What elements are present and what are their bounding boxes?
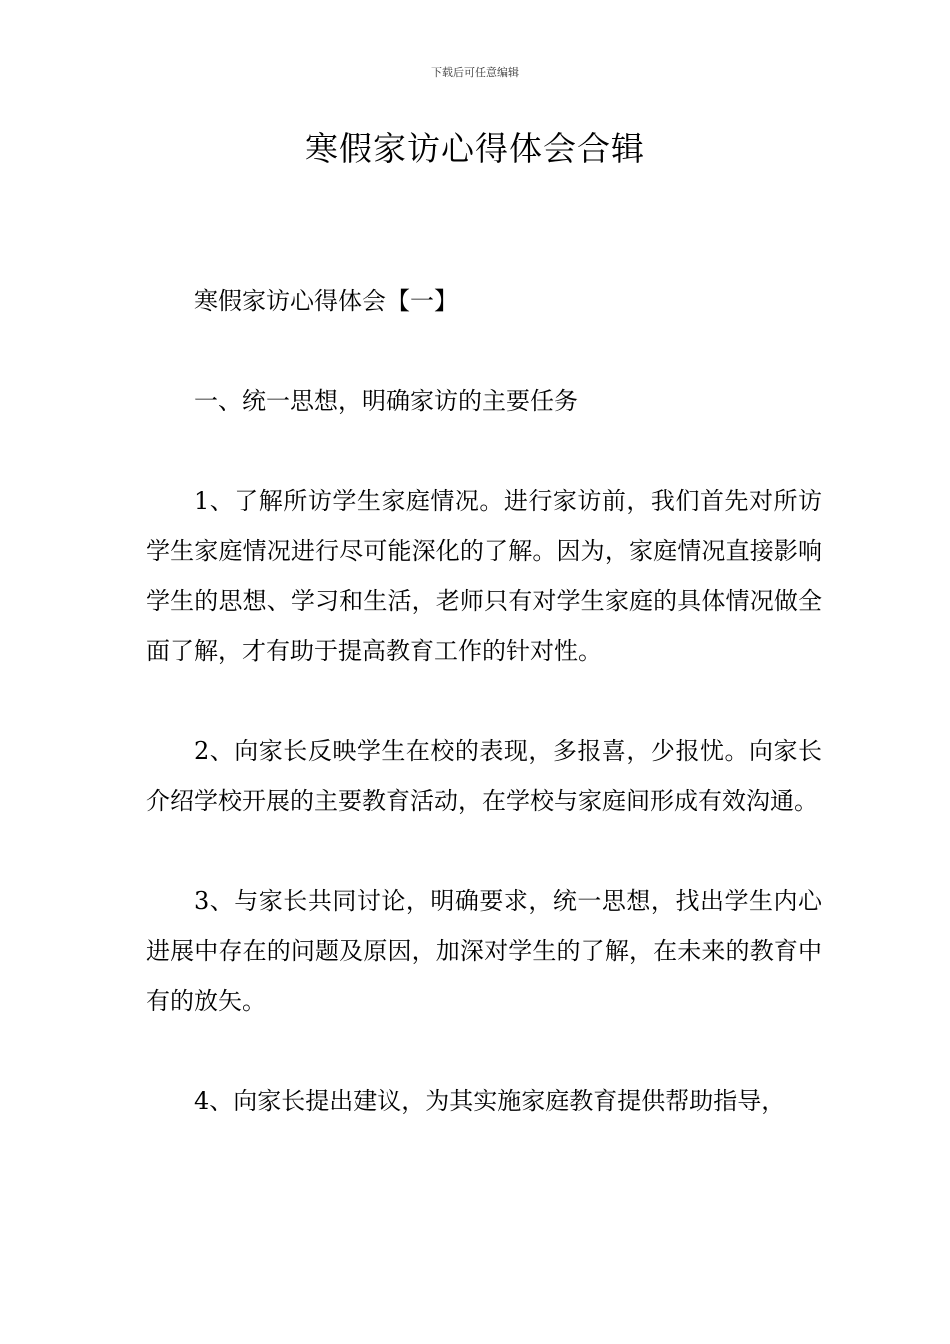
paragraph: 4、向家长提出建议，为其实施家庭教育提供帮助指导， (194, 1087, 786, 1115)
subsection-heading: 一、统一思想，明确家访的主要任务 (194, 387, 578, 415)
document-body (146, 276, 822, 1176)
paragraph: 3、与家长共同讨论，明确要求，统一思想，找出学生内心进展中存在的问题及原因，加深对学生的了解，在未来的教育中有的放矢。 (146, 887, 822, 1015)
header-note: 下载后可任意编辑 (431, 66, 519, 79)
paragraph: 1、了解所访学生家庭情况。进行家访前，我们首先对所访学生家庭情况进行尽可能深化的了解。因为，家庭情况直接影响学生的思想、学习和生活，老师只有对学生家庭的具体情况做全面了解，才有助于提高教育工作的针对性。 (146, 487, 822, 665)
document-title: 寒假家访心得体会合辑 (305, 129, 645, 168)
paragraph: 2、向家长反映学生在校的表现，多报喜，少报忧。向家长介绍学校开展的主要教育活动，在学校与家庭间形成有效沟通。 (146, 737, 822, 815)
section-heading: 寒假家访心得体会【一】 (194, 287, 458, 315)
